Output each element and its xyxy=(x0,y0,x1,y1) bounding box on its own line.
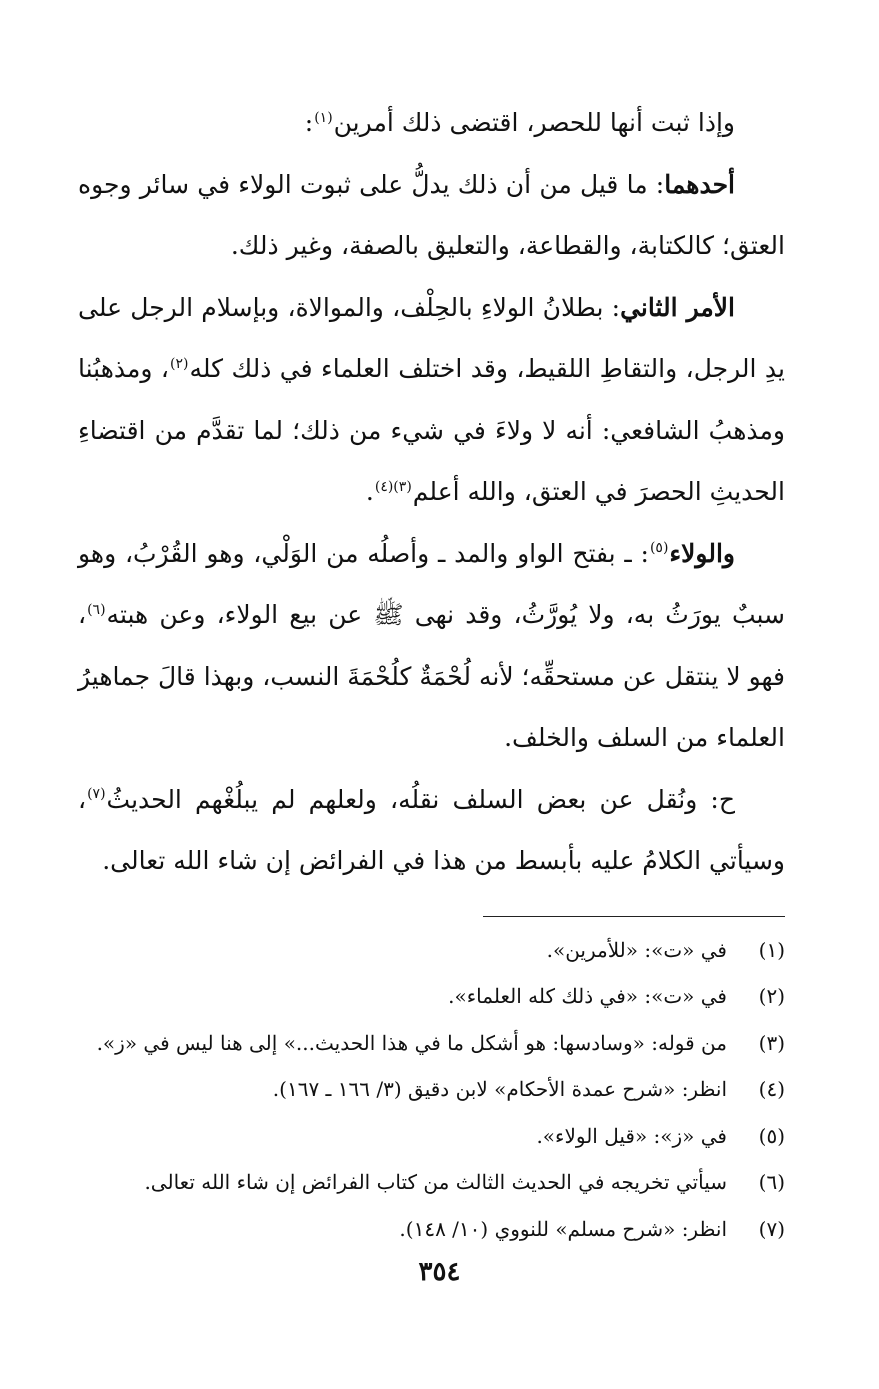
footnote-7 xyxy=(78,1206,785,1253)
footnote-number: (٤) xyxy=(758,1077,785,1101)
footnote-number: (٥) xyxy=(758,1123,785,1148)
footnote-ref-7[interactable]: (٧) xyxy=(87,786,106,803)
footnote-ref-2[interactable]: (٢) xyxy=(170,355,189,372)
footnote-number: (١) xyxy=(758,937,785,962)
paragraph-text: . xyxy=(365,477,374,506)
paragraph-text: ، ومذهبُنا ومذهبُ الشافعي: أنه لا ولاءَ في شيء من ذلك؛ لما تقدَّم من اقتضاءِ الحديثِ الحصرَ في العتق، والله أعلم xyxy=(78,354,785,506)
footnote-4 xyxy=(78,1066,785,1113)
footnote-number: (٧) xyxy=(758,1216,785,1241)
paragraph-lead: الأمر الثاني xyxy=(620,292,735,322)
paragraph-1 xyxy=(78,92,785,154)
paragraph-text: : xyxy=(304,108,314,137)
paragraph-text: ، وسيأتي الكلامُ عليه بأبسط من هذا في الفرائض إن شاء الله تعالى. xyxy=(78,784,785,875)
footnote-2 xyxy=(78,973,785,1020)
footnote-3 xyxy=(78,1020,785,1067)
footnote-ref-6[interactable]: (٦) xyxy=(87,601,106,618)
footnote-number: (٣) xyxy=(758,1030,785,1055)
footnote-number: (٦) xyxy=(758,1170,785,1194)
footnote-ref-3-4[interactable]: (٣)(٤) xyxy=(374,478,412,495)
paragraph-lead: أحدهما xyxy=(664,169,735,199)
paragraph-text: ح: ونُقل عن بعض السلف نقلُه، ولعلهم لم يبلُغْهم الحديثُ xyxy=(106,784,735,814)
footnote-text: في «ت»: «للأمرين». xyxy=(546,937,727,962)
footnotes xyxy=(78,927,785,1253)
paragraph-3 xyxy=(78,277,785,523)
footnote-text: من قوله: «وسادسها: هو أشكل ما في هذا الحديث...» إلى هنا ليس في «ز». xyxy=(96,1030,727,1055)
paragraph-4 xyxy=(78,523,785,769)
main-text xyxy=(78,92,785,892)
footnote-ref-5[interactable]: (٥) xyxy=(649,540,669,557)
footnote-text: سيأتي تخريجه في الحديث الثالث من كتاب الفرائض إن شاء الله تعالى. xyxy=(144,1170,727,1194)
paragraph-text: ، فهو لا ينتقل عن مستحقِّه؛ لأنه لُحْمَةٌ كلُحْمَةَ النسب، وبهذا قالَ جماهيرُ العلماء من السلف والخلف. xyxy=(78,600,785,752)
paragraph-lead: والولاء xyxy=(669,538,735,568)
paragraph-5 xyxy=(78,769,785,892)
page xyxy=(78,92,785,1252)
footnote-text: في «ز»: «قيل الولاء». xyxy=(536,1123,727,1148)
footnote-text: في «ت»: «في ذلك كله العلماء». xyxy=(448,984,727,1008)
paragraph-text: وإذا ثبت أنها للحصر، اقتضى ذلك أمرين xyxy=(333,108,735,137)
footnote-ref-1[interactable]: (١) xyxy=(314,109,333,126)
footnote-number: (٢) xyxy=(758,984,785,1008)
footnote-text: انظر: «شرح مسلم» للنووي (١٠/ ١٤٨). xyxy=(399,1216,727,1241)
paragraph-text: : ما قيل من أن ذلك يدلُّ على ثبوت الولاء في سائر وجوه العتق؛ كالكتابة، والقطاعة، والتعليق بالصفة، وغير ذلك. xyxy=(78,169,785,260)
footnote-text: انظر: «شرح عمدة الأحكام» لابن دقيق (٣/ ١٦٦ ـ ١٦٧). xyxy=(272,1077,727,1101)
page-number: ٣٥٤ xyxy=(418,1257,461,1287)
paragraph-text: : ـ بفتح الواو والمد ـ وأصلُه من الوَلْي، وهو القُرْبُ، وهو سببٌ يورَثُ به، ولا يُورَّثُ، وقد نهى ﷺ عن بيع الولاء، وعن هبته xyxy=(78,538,785,629)
paragraph-2 xyxy=(78,154,785,277)
footnote-6 xyxy=(78,1159,785,1206)
footnote-1 xyxy=(78,927,785,974)
footnote-5 xyxy=(78,1113,785,1160)
paragraph-text: : بطلانُ الولاءِ بالحِلْف، والموالاة، وبإسلام الرجل على يدِ الرجل، والتقاطِ اللقيط، وقد اختلف العلماء في ذلك كله xyxy=(78,292,785,383)
footnote-divider xyxy=(483,916,785,917)
